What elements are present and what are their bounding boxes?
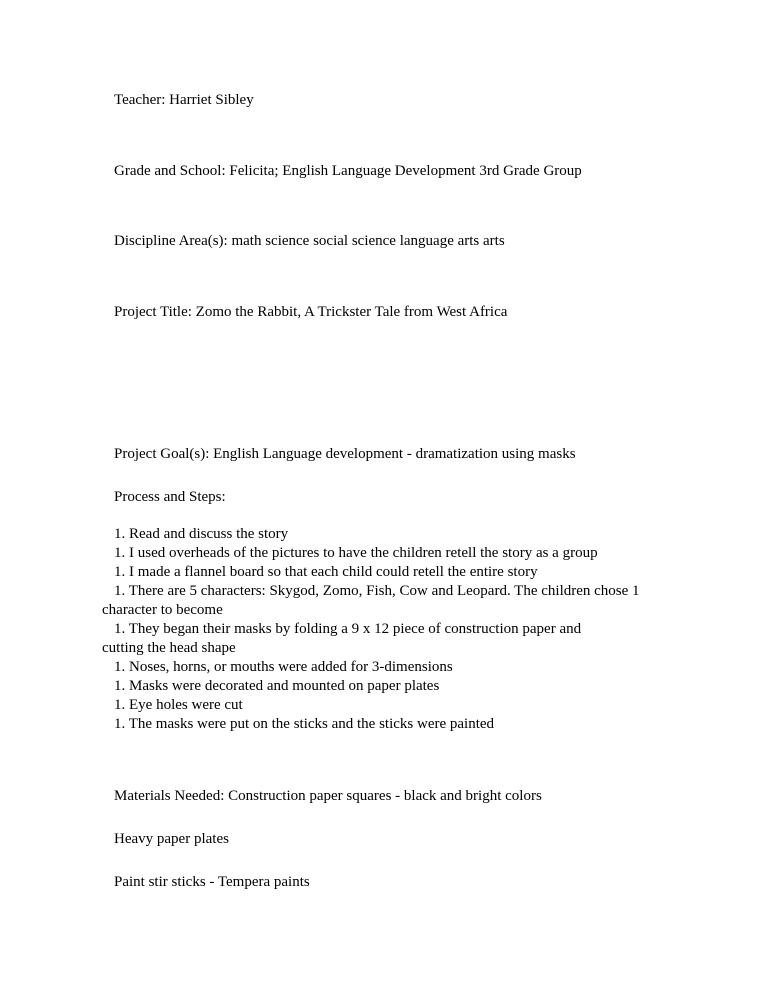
materials-item: Paint stir sticks - Tempera paints	[114, 874, 310, 890]
step-text: Noses, horns, or mouths were added for 3-dimensions	[129, 659, 453, 675]
materials-item: Heavy paper plates	[114, 831, 229, 847]
step-number: 1.	[114, 678, 126, 694]
list-item	[114, 677, 439, 695]
list-item	[114, 715, 494, 733]
teacher-line: Teacher: Harriet Sibley	[114, 92, 254, 108]
step-number: 1.	[114, 526, 126, 542]
step-text: Read and discuss the story	[129, 526, 289, 542]
step-number: 1.	[114, 716, 126, 732]
step-number: 1.	[114, 659, 126, 675]
list-item	[114, 563, 538, 581]
step-text: They began their masks by folding a 9 x 12 piece of construction paper and cutting the head shape	[102, 621, 582, 656]
list-item	[114, 525, 288, 543]
step-number: 1.	[114, 697, 126, 713]
list-item	[114, 544, 598, 562]
step-text: I made a flannel board so that each child could retell the entire story	[129, 564, 538, 580]
list-item	[102, 620, 622, 658]
step-number: 1.	[114, 583, 126, 599]
step-number: 1.	[114, 621, 126, 637]
materials-heading: Materials Needed: Construction paper squares - black and bright colors	[114, 788, 542, 804]
step-text: The masks were put on the sticks and the sticks were painted	[128, 716, 495, 732]
step-text: There are 5 characters: Skygod, Zomo, Fish, Cow and Leopard. The children chose 1 character to become	[102, 583, 640, 618]
step-number: 1.	[114, 545, 126, 561]
step-text: Eye holes were cut	[129, 697, 243, 713]
grade-school-line: Grade and School: Felicita; English Language Development 3rd Grade Group	[114, 163, 582, 179]
step-text: Masks were decorated and mounted on paper plates	[129, 678, 440, 694]
project-title-line: Project Title: Zomo the Rabbit, A Trickster Tale from West Africa	[114, 304, 508, 320]
discipline-line: Discipline Area(s): math science social science language arts arts	[114, 233, 505, 249]
project-goal-line: Project Goal(s): English Language development - dramatization using masks	[114, 446, 576, 462]
step-text: I used overheads of the pictures to have the children retell the story as a group	[129, 545, 598, 561]
list-item	[102, 582, 658, 620]
step-number: 1.	[114, 564, 126, 580]
process-heading: Process and Steps:	[114, 489, 226, 505]
list-item	[114, 658, 453, 676]
list-item	[114, 696, 243, 714]
